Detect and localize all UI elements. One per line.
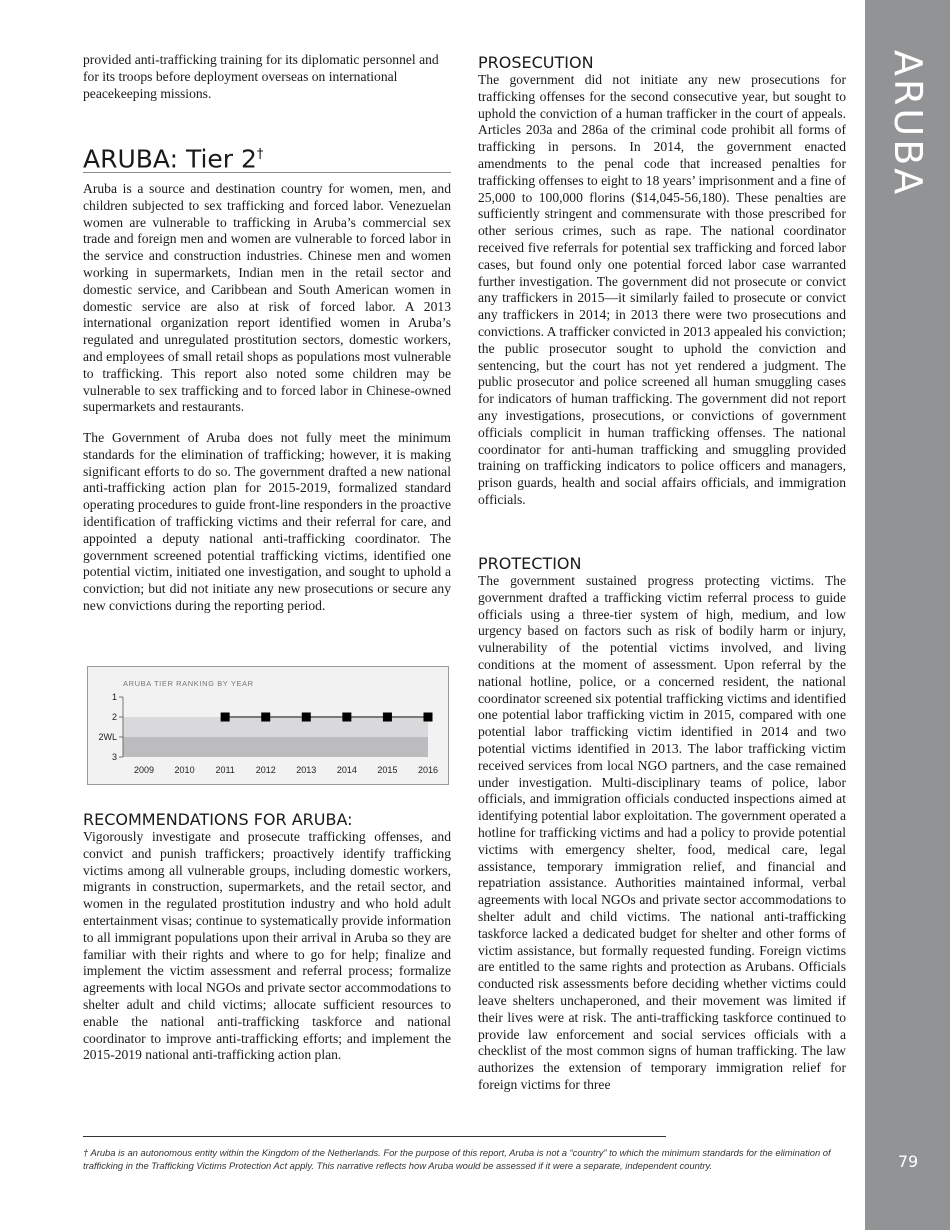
sidebar-country-label: ARUBA xyxy=(886,50,930,198)
recommendations-text: Vigorously investigate and prosecute trafficking offenses, and convict and punish traffickers; proactively identify trafficking victims among all vulnerable groups, including domestic workers, migrants in construction, supermarkets, and the retail sector, and women in the regulated prostitution industry and who hold adult entertainment visas; continue to systematically provide information to all immigrant populations upon their arrival in Aruba so they are familiar with their rights and where to go for help; finalize and implement the victim assessment and referral process; formalize agreements with local NGOs and private sector accommodations to shelter adult and child victims; allocate sufficient resources to enable the national anti-trafficking taskforce and national coordinator to improve anti-trafficking efforts; and implement the 2015-2019 national anti-trafficking action plan. xyxy=(83,829,451,1063)
prosecution-text: The government did not initiate any new prosecutions for trafficking offenses for the second consecutive year, but sought to uphold the conviction of a human trafficker in the court of appeals. Articles 203a and 286a of the criminal code prohibit all forms of trafficking in persons. In 2014, the government enacted amendments to the penal code that increased penalties for trafficking offenses to eight to 18 years’ imprisonment and a fine of 25,000 to 100,000 florins ($14,045-56,180). These penalties are sufficiently stringent and commensurate with those prescribed for other serious crimes, such as rape. The national coordinator received five referrals for potential sex trafficking and forced labor cases, but found only one potential forced labor case warranted further investigation. The government did not prosecute or convict any traffickers in 2015—it similarly failed to prosecute or convict any traffickers in 2014; in 2013 there were two prosecutions and convictions. A trafficker convicted in 2013 appealed his conviction; the public prosecutor sought to uphold the conviction and sentencing, but the court has not yet rendered a judgment. The public prosecutor and police screened all human smuggling cases for indicators of human trafficking. The government did not report any investigations, prosecutions, or convictions of government officials complicit in human trafficking offenses. The national coordinator for anti-human trafficking and smuggling provided training on trafficking indicators to police officers and managers, prison guards, health and social affairs officials, and immigration officials. xyxy=(478,72,846,507)
x-tick-label: 2016 xyxy=(417,765,439,775)
y-tick-label: 1 xyxy=(111,692,117,702)
x-tick-label: 2012 xyxy=(255,765,276,775)
x-tick-label: 2015 xyxy=(377,765,398,775)
overview-paragraph: Aruba is a source and destination country for women, men, and children subjected to sex trafficking and forced labor. Venezuelan women are vulnerable to trafficking in Aruba’s commercial sex trade and foreign men and women are vulnerable to forced labor in the service and construction industries. Chinese men and women working in supermarkets, Indian men in the retail sector and domestic service, and Caribbean and South American women in domestic service are also at risk of forced labor. A 2013 international organization report identified women in Aruba’s regulated and unregulated prostitution sectors, domestic workers, and employees of small retail shops as populations most vulnerable to trafficking. This report also noted some children may be vulnerable to sex trafficking and to forced labor in Chinese-owned supermarkets and restaurants. xyxy=(83,181,451,415)
intro-paragraph: provided anti-trafficking training for its diplomatic personnel and for its troops before deployment overseas on international peacekeeping missions. xyxy=(83,52,439,101)
x-tick-label: 2014 xyxy=(336,765,357,775)
tier-data-point xyxy=(221,713,230,722)
protection-text: The government sustained progress protecting victims. The government drafted a trafficking victim referral process to guide officials using a three-tier system of high, medium, and low urgency based on factors such as risk of bodily harm or injury, vulnerability of the potential victims involved, and living conditions at the moment of assessment. Upon referral by the national hotline, police, or a concerned resident, the national coordinator screened six potential trafficking victims and identified one potential labor trafficking victim in 2015, compared with one potential labor trafficking victim identified in 2014 and two potential victims identified in 2013. The labor trafficking victim received services from local NGO partners, and the case remained under investigation. Multi-disciplinary teams of police, labor officials, and immigration officials conducted inspections aimed at identifying potential labor exploitation. The government operated a hotline for trafficking victims and had a policy to provide potential victims with emergency shelter, food, medical care, legal assistance, temporary immigration relief, and financial and repatriation assistance. Authorities maintained informal, verbal agreements with local NGOs and private sector accommodations to shelter adult and child victims. The national anti-trafficking taskforce lacked a dedicated budget for shelter and other forms of victim assistance, but formally requested funding. Foreign victims are entitled to the same rights and protection as Arubans. Officials conducted risk assessments before deciding whether victims could leave shelters unchaperoned, and their movement was limited if their lives were at risk. The anti-trafficking taskforce continued to provide law enforcement and social services officials with a checklist of the most common signs of human trafficking. The law authorizes the extension of temporary immigration relief for foreign victims for three xyxy=(478,573,846,1092)
tier-band-2wl xyxy=(123,737,428,757)
recommendations-section xyxy=(83,811,451,1064)
title-footnote-mark: † xyxy=(256,147,264,162)
x-tick-label: 2011 xyxy=(215,765,235,775)
x-tick-label: 2013 xyxy=(296,765,317,775)
tier-data-point xyxy=(424,713,433,722)
country-overview xyxy=(83,181,451,416)
y-tick-label: 2 xyxy=(111,712,117,722)
footnote: † Aruba is an autonomous entity within the Kingdom of the Netherlands. For the purpose of this report, Aruba is not a “country” to which the minimum standards for the elimination of trafficking in the Trafficking Victims Protection Act apply. This narrative reflects how Aruba would be assessed if it were a separate, independent country. xyxy=(83,1147,831,1171)
tier-data-point xyxy=(342,713,351,722)
tier-data-point xyxy=(261,713,270,722)
chart-title: ARUBA TIER RANKING BY YEAR xyxy=(123,679,254,688)
y-tick-label: 2WL xyxy=(98,732,117,742)
tier-band-2 xyxy=(123,717,428,737)
tier-data-point xyxy=(302,713,311,722)
protection-section xyxy=(478,555,846,1094)
prosecution-heading: PROSECUTION xyxy=(478,53,594,72)
assessment-paragraph: The Government of Aruba does not fully meet the minimum standards for the elimination of trafficking; however, it is making significant efforts to do so. The government drafted a new national anti-trafficking action plan for 2015-2019, formalized standard operating procedures to guide front-line responders in the proactive identification of trafficking victims and their referral for care, and appointed a deputy national anti-trafficking coordinator. The government screened potential trafficking victims, identified one potential victim, initiated one investigation, and sought to uphold a conviction; but did not initiate any new prosecutions or secure any new convictions during the reporting period. xyxy=(83,430,451,613)
recommendations-heading: RECOMMENDATIONS FOR ARUBA: xyxy=(83,810,353,829)
page-title xyxy=(83,139,451,173)
protection-heading: PROTECTION xyxy=(478,554,582,573)
x-tick-label: 2009 xyxy=(133,765,155,775)
y-tick-label: 3 xyxy=(111,752,117,762)
left-intro-block xyxy=(83,52,451,102)
page-title-text: ARUBA: Tier 2 xyxy=(83,144,257,174)
government-assessment xyxy=(83,430,451,615)
x-tick-label: 2010 xyxy=(174,765,195,775)
page-number: 79 xyxy=(897,1152,919,1171)
tier-data-point xyxy=(383,713,392,722)
footnote-divider xyxy=(83,1136,666,1137)
tier-ranking-chart-svg xyxy=(88,667,448,784)
prosecution-section xyxy=(478,54,846,509)
tier-ranking-chart xyxy=(87,666,449,785)
